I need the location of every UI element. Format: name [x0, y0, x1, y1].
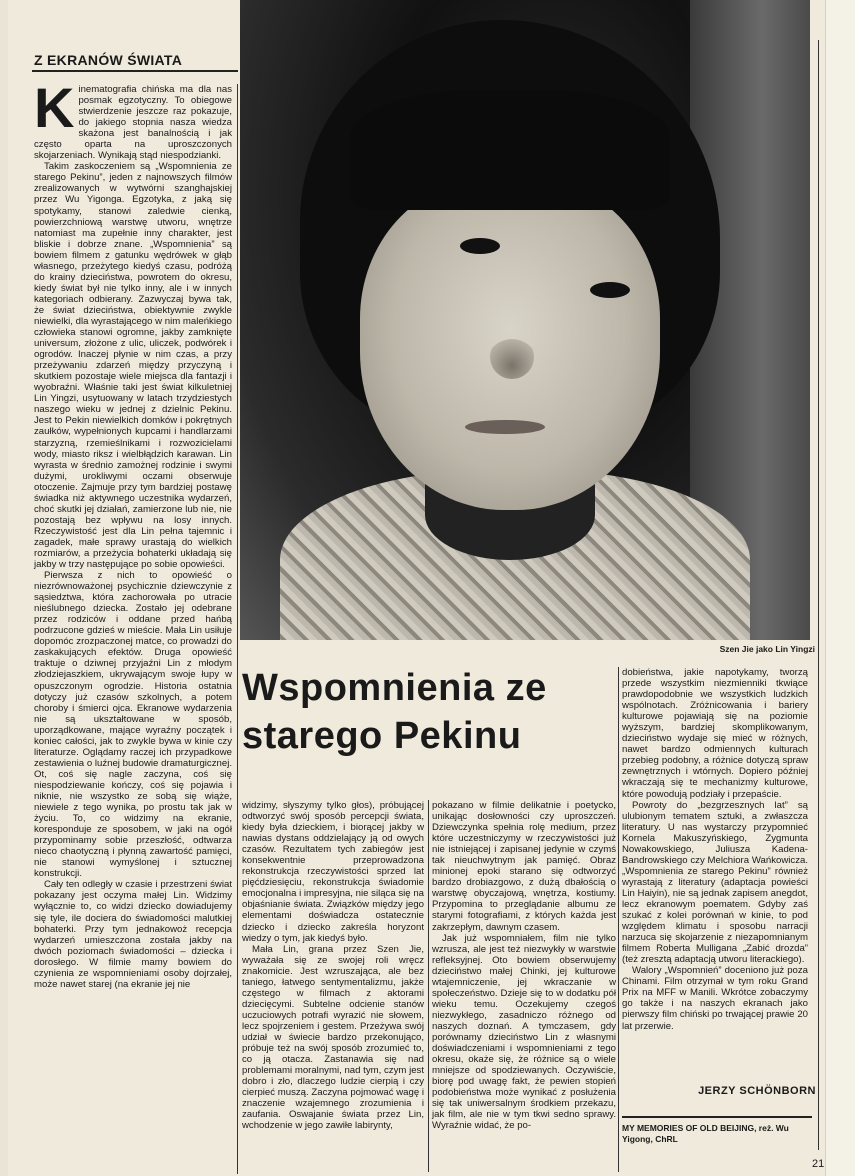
article-column-4 — [622, 667, 808, 1032]
film-still-photo — [240, 0, 810, 640]
page-number: 21 — [812, 1158, 825, 1170]
author-byline: JERZY SCHÖNBORN — [698, 1085, 816, 1097]
column-divider — [818, 40, 819, 1150]
photo-bangs — [350, 90, 670, 210]
photo-mouth — [465, 420, 545, 434]
paragraph: Cały ten odległy w czasie i przestrzeni świat pokazany jest oczyma małej Lin. Widzimy wyłącznie to, co widzi dziecko dowiadujemy się tyle, ile dociera do świadomości malutkiej bohaterki. Przy tym jednakowoż recepcja wydarzeń umieszczona została jakby na dwóch poziomach świadomości – dziecka i dorosłego. W filmie mamy bowiem do czynienia ze wspomnieniami osoby dojrzałej, może nawet starej (na ekranie jej nie — [34, 879, 232, 990]
credits-rule — [622, 1116, 812, 1118]
section-rule — [32, 70, 238, 72]
photo-nose — [490, 335, 534, 379]
article-column-1 — [34, 76, 232, 990]
article-title: Wspomnienia ze starego Pekinu — [242, 667, 547, 757]
adjacent-page-edge — [825, 0, 855, 1176]
paragraph: dobieństwa, jakie napotykamy, tworzą przede wszystkim niezmienniki tkwiące prawdopodobnie we wszystkich ludzkich wspólnotach. Zróżnicowania i bariery kulturowe pojawiają się na poziomie wyższym, bardziej skomplikowanym, dzieciństwo wydaje się mieć w różnych, nawet bardzo odmiennych kulturach przebieg podobny, a różnice dotyczą spraw zewnętrznych i wtórnych. Dopiero później wkraczają się te mechanizmy kulturowe, które powodują podziały i przepaście. — [622, 667, 808, 800]
paragraph: Takim zaskoczeniem są „Wspomnienia ze starego Pekinu”, jeden z najnowszych filmów zrealizowanych w wytwórni szanghajskiej przez Wu Yigonga. Egzotyka, z jaką się spotykamy, stanowi zaledwie cienką, powierzchniową warstwę utworu, wnętrze natomiast ma zupełnie inny charakter, jest bliskie i dobrze znane. „Wspomnienia” są bowiem filmem z gatunku wędrówek w głąb własnego, przeżytego kiedyś czasu, podróżą do krainy dzieciństwa, powrotem do okresu, kiedy świat był nie tylko inny, ale i w innych kategoriach odbierany. Zazwyczaj bywa tak, że świat dzieciństwa, obiektywnie zwykle niewielki, dla wyrastającego w nim maleńkiego człowieka stanowi ogromne, jakby zamknięte universum, złożone z ulic, uliczek, podwórek i ogrodów. Inaczej płynie w nim czas, a przy przeżywaniu zdarzeń między przyczyną i skutkiem pozostaje wiele miejsca dla fantazji i wyobraźni. Właśnie taki jest świat kilkuletniej Lin Yingzi, usytuowany w latach trzydziestych naszego wieku w jednej z dzielnic Pekinu. Jest to Pekin niewielkich domków i pokrętnych zaułków, wypełnionych kupcami i handlarzami starzyzną, rzemieślnikami i rozwozicielami wody, miasto riksz i wielbłądzich karawan. Lin wyrasta w średnio zamożnej rodzinie i swymi dużymi, urokliwymi oczami obserwuje otoczenie. Zajmuje przy tym bardziej postawę świadka niż aktywnego uczestnika wydarzeń, choć skutki jej działań, zamierzone lub nie, nie pozostają bez wpływu na losy innych. Rzeczywistość jest dla Lin pełna tajemnic i zagadek, małe sprawy urastają do wielkich rozmiarów, a przeżycia bohaterki układają się jakby w trzy następujące po sobie opowieści. — [34, 161, 232, 571]
paragraph: Walory „Wspomnień” doceniono już poza Chinami. Film otrzymał w tym roku Grand Prix na MFF w Manili. Wkrótce zobaczymy go także i na naszych ekranach jako pierwszy film chiński po trwającej prawie 20 lat przerwie. — [622, 965, 808, 1032]
section-label: Z EKRANÓW ŚWIATA — [34, 52, 183, 68]
film-credits: MY MEMORIES OF OLD BEIJING, reż. Wu Yigong, ChRL — [622, 1123, 789, 1144]
paragraph: Mała Lin, grana przez Szen Jie, wyważała się ze swojej roli wręcz znakomicie. Jest wzruszająca, ale bez taniego, łatwego sentymentalizmu, jakże częstego w filmach z aktorami dziecięcymi. Subtelne odcienie stanów uczuciowych potrafi wyrazić nie słowem, lecz spojrzeniem i gestem. Przeżywa swój udział w świecie bardzo przekonująco, próbuje też na swój sposób zrozumieć to, co ją otacza. Zastanawia się nad problemami moralnymi, nad tym, czym jest dobro i zło, dlaczego ludzie cierpią i czy cierpieć muszą. Zaczyna pojmować wagę i znaczenie wzajemnego zrozumienia i zaufania. Oswajanie świata przez Lin, wchodzenie w jego zawiłe labirynty, — [242, 943, 424, 1132]
photo-right-eye — [590, 282, 630, 298]
paragraph: widzimy, słyszymy tylko głos), próbującej odtworzyć swój sposób percepcji świata, kiedy była dzieckiem, i biorącej jakby w nawias dystans oddzielający ją od owych czasów. Rezultatem tych zabiegów jest konsekwentnie przeprowadzona rekonstrukcja rzeczywistości sprzed lat pięćdziesięciu, rekonstrukcja świadomie emocjonalna i impresyjna, nie siląca się na objaśnianie świata. Związków między jego elementami doświadcza ostatecznie dziecko i dziecko zakreśla horyzont wiedzy o tym, jak kiedyś było. — [242, 800, 424, 944]
paragraph: pokazano w filmie delikatnie i poetycko, unikając dosłowności czy uproszczeń. Dziewczynka spełnia rolę medium, przez które uczestniczymy w rzeczywistości już nie istniejącej i zapisanej jedynie w czymś tak nieuchwytnym jak pamięć. Obraz minionej epoki starano się odtworzyć bardzo drobiazgowo, z dużą dbałością o warstwę obyczajową, wnętrza, kostiumy. Przypomina to przeglądanie albumu ze starymi fotografiami, z których każda jest zakrzepłym, dawnym czasem. — [432, 800, 616, 933]
paragraph: Powroty do „bezgrzesznych lat” są ulubionym tematem sztuki, a zwłaszcza literatury. U nas wystarczy przypomnieć Kornela Makuszyńskiego, Zygmunta Nowakowskiego, Juliusza Kadena-Bandrowskiego czy Melchiora Wańkowicza. „Wspomnienia ze starego Pekinu” również wyrastają z literatury (adaptacja powieści Lin Haiyin), nie są jednak zapisem anegdot, lecz ekranowym poematem. Gdyby zaś szukać z kolei porównań w kinie, to pod względem klimatu i sposobu narracji narzuca się skojarzenie z niezapomnianym filmem Roberta Mulligana „Zabić drozda” (też zresztą adaptacją utworu literackiego). — [622, 799, 808, 966]
photo-caption: Szen Jie jako Lin Yingzi — [719, 644, 815, 654]
article-column-3 — [432, 800, 616, 1131]
article-column-2 — [242, 800, 424, 1131]
photo-left-eye — [460, 238, 500, 254]
paragraph: Pierwsza z nich to opowieść o niezrównoważonej psychicznie dziewczynie z sąsiedztwa, która zachorowała po utracie nieślubnego dziecka. Zostało jej odebrane przez rodziców i oddane przed hańbą podrzucone gdzieś w mieście. Mała Lin usiłuje dopomóc zrozpaczonej matce, co prowadzi do zaskakujących efektów. Druga opowieść traktuje o dziwnej przyjaźni Lin z młodym złodziejaszkiem, ukrywającym swoje łupy w opuszczonym ogrodzie. Historia ostatnia dotyczy już czasów szkolnych, a potem choroby i śmierci ojca. Ekranowe wydarzenia nie są ukształtowane w sposób, uporządkowane, mające wyraźny początek i koniec całości, jak to zwykle bywa w kinie czy literaturze. Oglądamy raczej ich przypadkowe zestawienia o luźnej budowie dramaturgicznej. Ot, coś się nagle zaczyna, coś się niespodziewanie kończy, coś się pojawia i niknie, nie wszystko ze sobą się wiąże, niewiele z tego wynika, po prostu tak jak w życiu. To, co widzimy na ekranie, koresponduje ze sposobem, w jaki na ogół przypominamy sobie przeszłość, odtwarza nieco chaotyczną i płynną zawartość pamięci, nie stanowi wymyślonej i sztucznej konstrukcji. — [34, 570, 232, 880]
drop-cap: K — [34, 76, 75, 139]
column-divider — [237, 84, 238, 1174]
column-divider — [428, 800, 429, 1172]
column-divider — [618, 667, 619, 1172]
paragraph: Jak już wspomniałem, film nie tylko wzrusza, ale jest też niezwykły w warstwie refleksyjnej. Oto bowiem obserwujemy dzieciństwo małej Chinki, jej kulturowe wtajemniczenie, jej wkraczanie w społeczeństwo. Dzieje się to w dodatku pół wieku temu. Oczekujemy czegoś niezwykłego, zasadniczo różnego od naszych doznań. A tymczasem, gdy porównamy dzieciństwo Lin z własnymi doświadczeniami i wspomnieniami z tego okresu, okaże się, że różnice są o wiele mniejsze od spodziewanych. Oczywiście, biorę pod uwagę fakt, że pewien stopień podobieństwa może wynikać z posłużenia się tak uniwersalnym środkiem przekazu, jak film, ale nie w tym tkwi sedno sprawy. Wyraźnie widać, że po- — [432, 932, 616, 1132]
paragraph: inematografia chińska ma dla nas posmak egzotyczny. To obiegowe stwierdzenie jeszcze raz pokazuje, do jakiego stopnia nasza wiedza skażona jest banalnością i jak często oparta na uproszczonych skojarzeniach. Wynikają stąd niespodzianki. — [34, 84, 232, 162]
